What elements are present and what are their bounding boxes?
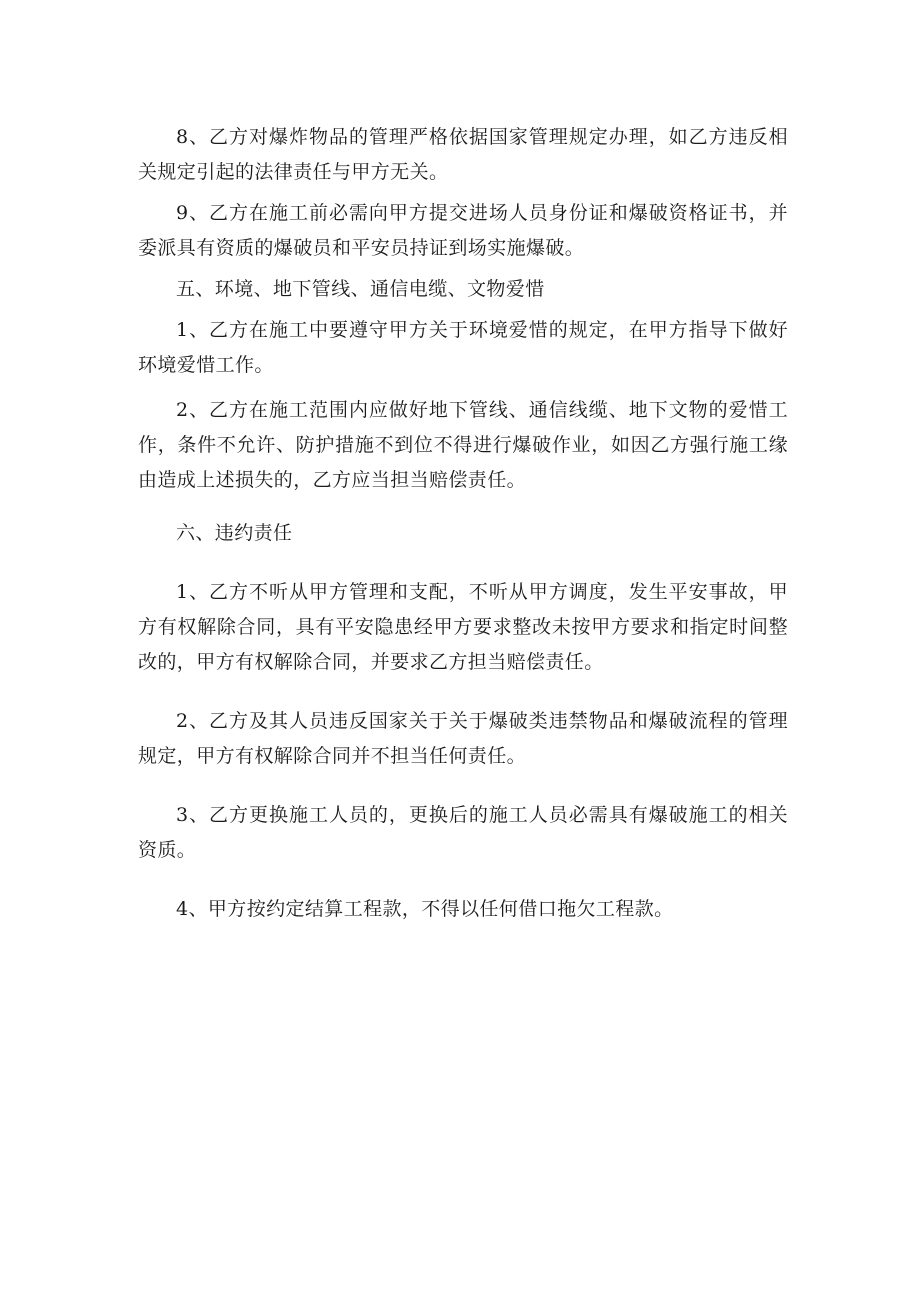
section-heading-breach-liability: 六、违约责任 — [176, 522, 293, 544]
breach-clause-4: 4、甲方按约定结算工程款，不得以任何借口拖欠工程款。 — [176, 898, 674, 920]
breach-clause-3: 3、乙方更换施工人员的，更换后的施工人员必需具有爆破施工的相关资质。 — [138, 804, 788, 861]
breach-clause-2: 2、乙方及其人员违反国家关于关于爆破类违禁物品和爆破流程的管理规定，甲方有权解除合同并不担当任何责任。 — [138, 710, 788, 767]
breach-clause-1: 1、乙方不听从甲方管理和支配，不听从甲方调度，发生平安事故，甲方有权解除合同，具有平安隐患经甲方要求整改未按甲方要求和指定时间整改的，甲方有权解除合同，并要求乙方担当赔偿责任。 — [138, 581, 788, 673]
clause-9: 9、乙方在施工前必需向甲方提交进场人员身份证和爆破资格证书，并委派具有资质的爆破员和平安员持证到场实施爆破。 — [138, 202, 788, 259]
section-heading-environment: 五、环境、地下管线、通信电缆、文物爱惜 — [176, 278, 545, 300]
clause-8: 8、乙方对爆炸物品的管理严格依据国家管理规定办理，如乙方违反相关规定引起的法律责任与甲方无关。 — [138, 126, 788, 183]
environment-clause-2: 2、乙方在施工范围内应做好地下管线、通信线缆、地下文物的爱惜工作，条件不允许、防护措施不到位不得进行爆破作业，如因乙方强行施工缘由造成上述损失的，乙方应当担当赔偿责任。 — [138, 399, 788, 491]
document-body — [138, 120, 788, 927]
environment-clause-1: 1、乙方在施工中要遵守甲方关于环境爱惜的规定，在甲方指导下做好环境爱惜工作。 — [138, 319, 788, 376]
